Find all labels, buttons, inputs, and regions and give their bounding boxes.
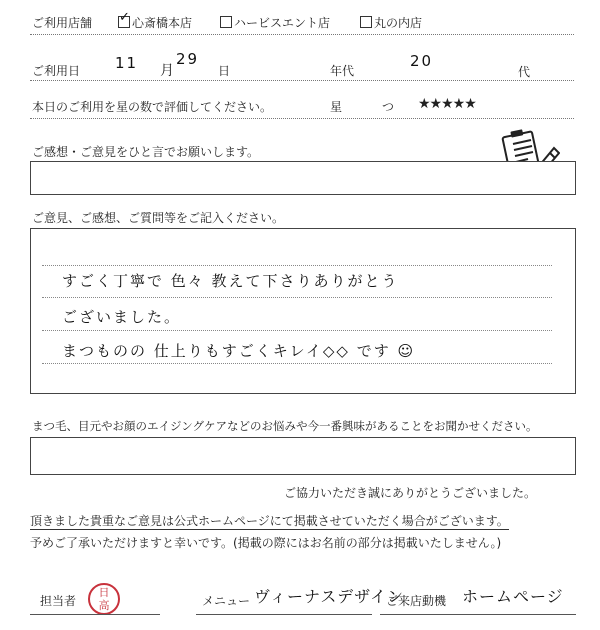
- notice-line-1: [30, 512, 509, 529]
- visit-month-value: 11: [115, 54, 139, 72]
- motive-value: ホームページ: [462, 587, 564, 606]
- concerns-input-box[interactable]: [30, 437, 576, 475]
- oneword-input-box[interactable]: [30, 161, 576, 195]
- staff-label: 担当者: [40, 594, 77, 608]
- thanks-text: ご協力いただき誠にありがとうございました。: [284, 486, 537, 500]
- month-unit: 月: [160, 63, 174, 79]
- star-label: 星: [330, 100, 343, 114]
- store-option-shinsaibashi[interactable]: [118, 14, 192, 31]
- stamp-text: 日高: [98, 586, 110, 612]
- notice-text: 頂きました貴重なご意見は公式ホームページにて掲載させていただく場合がございます。: [30, 514, 509, 528]
- visit-date-label: ご利用日: [32, 64, 81, 78]
- stores-label: ご利用店舗: [32, 16, 93, 30]
- motive-underline: [380, 614, 576, 615]
- comment-line-3: まつものの 仕上りもすごくキレイ◇◇ です ☺: [62, 342, 416, 360]
- store-option-marunouchi[interactable]: [360, 14, 422, 31]
- writing-line: [42, 265, 552, 266]
- rating-label: 本日のご利用を星の数で評価してください。: [32, 100, 273, 114]
- star-count-unit: つ: [382, 100, 395, 114]
- age-label: 年代: [330, 64, 355, 78]
- row-divider: [30, 34, 574, 35]
- comments-label: ご意見、ご感想、ご質問等をご記入ください。: [32, 211, 285, 225]
- age-value: 20: [410, 52, 434, 70]
- writing-line: [42, 297, 552, 298]
- staff-seal: [88, 583, 120, 615]
- row-divider: [30, 118, 574, 119]
- store-name: 心斎橋本店: [132, 16, 193, 30]
- writing-line: [42, 363, 552, 364]
- oneword-label: ご感想・ご意見をひと言でお願いします。: [32, 145, 260, 159]
- writing-line: [42, 330, 552, 331]
- motive-label: ご来店動機: [386, 594, 447, 608]
- checkbox-checked[interactable]: [118, 16, 130, 28]
- comment-line-2: ございました。: [62, 308, 182, 326]
- concerns-label: まつ毛、目元やお顔のエイジングケアなどのお悩みや今一番興味があることをお聞かせください。: [32, 419, 538, 433]
- star-rating-icon: ★★★★★: [418, 96, 476, 112]
- age-unit: 代: [518, 65, 531, 79]
- menu-value: ヴィーナスデザイン: [254, 587, 404, 606]
- visit-day-value: 29: [176, 50, 200, 68]
- row-divider: [30, 80, 574, 81]
- notice-line-2: 予めご了承いただけますと幸いです。(掲載の際にはお名前の部分は掲載いたしません。): [30, 536, 502, 550]
- staff-underline: [30, 614, 160, 615]
- checkbox-unchecked[interactable]: [220, 16, 232, 28]
- menu-label: メニュー: [202, 594, 251, 608]
- store-name: ハービスエント店: [234, 16, 331, 30]
- store-name: 丸の内店: [374, 16, 423, 30]
- day-unit: 日: [218, 64, 231, 78]
- menu-underline: [196, 614, 372, 615]
- store-option-harbis[interactable]: [220, 14, 330, 31]
- comment-line-1: すごく丁寧で 色々 教えて下さりありがとう: [62, 272, 399, 290]
- checkbox-unchecked[interactable]: [360, 16, 372, 28]
